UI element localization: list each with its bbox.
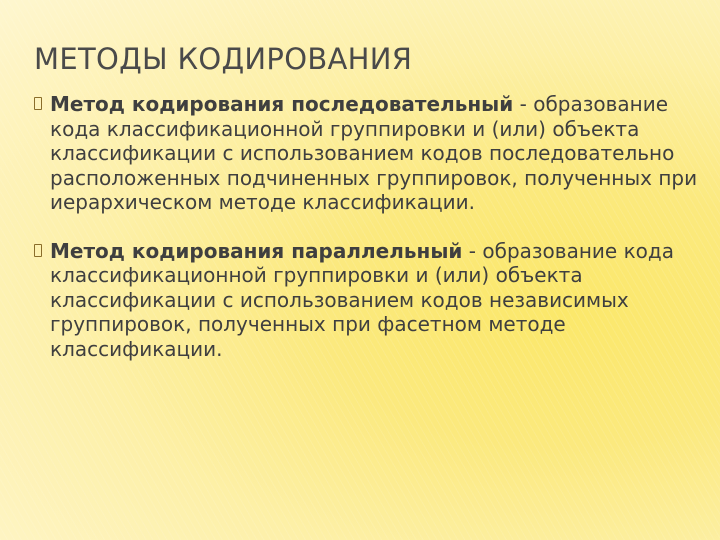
bullet-term: Метод кодирования параллельный <box>50 238 463 263</box>
bullet-term: Метод кодирования последовательный <box>50 92 514 116</box>
bullet-text: образование кода классификационной группировки и (или) объекта классификации с использованием кодов последовательно расположенных подчиненных группировок, полученных при иерархическом методе классификации. <box>50 92 698 214</box>
bullet-dash: - <box>462 238 483 263</box>
slide-title: МЕТОДЫ КОДИРОВАНИЯ <box>34 42 413 76</box>
bullet-item-parallel <box>34 239 704 362</box>
bullet-text: образование кода классификационной группировки и (или) объекта классификации с использованием кодов независимых группировок, полученных при фасетном методе классификации. <box>50 238 674 361</box>
bullet-dash: - <box>513 92 534 116</box>
bullet-item-sequential <box>34 92 704 215</box>
rectangle-bullet-icon <box>34 97 42 110</box>
slide-content <box>34 92 704 361</box>
rectangle-bullet-icon <box>34 244 42 257</box>
